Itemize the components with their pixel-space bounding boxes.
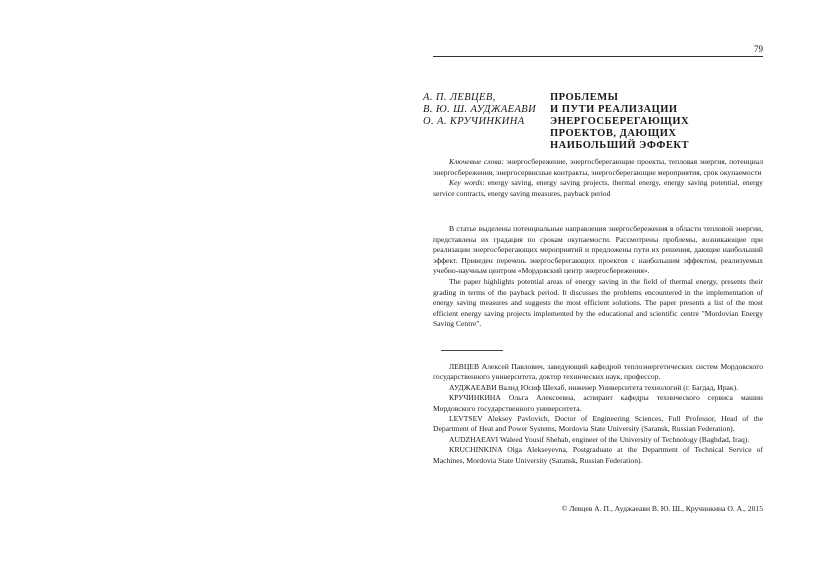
keywords-ru-label: Ключевые слова: bbox=[449, 157, 504, 166]
author-note: LEVTSEV Aleksey Pavlovich, Doctor of Engineering Sciences, Full Professor, Head of the Department of Heat and Power Systems, Mordovia State University (Saransk, Russian Federation). bbox=[433, 414, 763, 434]
author-name: В. Ю. Ш. АУДЖАЕАВИ bbox=[423, 104, 537, 115]
title-line: И ПУТИ РЕАЛИЗАЦИИ bbox=[550, 104, 678, 115]
author-list bbox=[423, 92, 536, 128]
keywords-en: Key words: energy saving, energy saving projects, thermal energy, energy saving potential, energy service contracts, energy saving measures, payback period bbox=[433, 178, 763, 198]
author-note: АУДЖАЕАВИ Валид Юсиф Шехаб, инженер Университета технологий (г. Багдад, Ирак). bbox=[449, 382, 739, 392]
title-line: ПРОБЛЕМЫ bbox=[550, 92, 619, 103]
title-line: НАИБОЛЬШИЙ ЭФФЕКТ bbox=[550, 140, 690, 151]
page-number: 79 bbox=[754, 44, 763, 54]
author-name: А. П. ЛЕВЦЕВ, bbox=[423, 92, 496, 103]
author-note: КРУЧИНКИНА Ольга Алексеевна, аспирант кафедры технического сервиса машин Мордовского государственного университета. bbox=[433, 393, 763, 413]
copyright-line: © Левцев А. П., Ауджаеави В. Ю. Ш., Кручинкина О. А., 2015 bbox=[561, 504, 763, 513]
author-notes bbox=[433, 362, 763, 466]
header-rule bbox=[433, 56, 763, 57]
author-note: AUDZHAEAVI Waleed Yousif Shehab, engineer of the University of Technology (Baghdad, Iraq). bbox=[449, 434, 750, 444]
title-line: ЭНЕРГОСБЕРЕГАЮЩИХ bbox=[550, 116, 690, 127]
abstract-en: The paper highlights potential areas of energy saving in the field of thermal energy, presents their grading in terms of the payback period. It discusses the problems encountered in the implementation of energy saving measures and suggests the most efficient solutions. The paper presents a list of the most efficient energy saving projects implemented by the educational and scientific centre "Mordovian Energy Saving Centre". bbox=[433, 276, 763, 329]
title-line: ПРОЕКТОВ, ДАЮЩИХ bbox=[550, 128, 677, 139]
keywords-block bbox=[433, 157, 763, 199]
author-note: ЛЕВЦЕВ Алексей Павлович, заведующий кафедрой теплоэнергетических систем Мордовского государственного университета, доктор технических наук, профессор. bbox=[433, 362, 763, 382]
abstract-block bbox=[433, 224, 763, 330]
abstract-ru: В статье выделены потенциальные направления энергосбережения в области тепловой энергии, представлена их градация по срокам окупаемости. Рассмотрены проблемы, возникающие при реализации энергосберегающих мероприятий и предложены пути их решения, дающие наибольший эффект. Приведен перечень энергосберегающих проектов с наибольшим эффектом, реализуемых учебно-научным центром «Мордовский центр энергосбережения». bbox=[433, 224, 763, 276]
article-header bbox=[423, 92, 763, 152]
keywords-ru: Ключевые слова: энергосбережение, энергосберегающие проекты, тепловая энергия, потенциал энергосбережения, энергосервисные контракты, энергосберегающие мероприятия, срок окупаемости bbox=[433, 157, 763, 177]
author-note: KRUCHINKINA Olga Alekseyevna, Postgraduate at the Department of Technical Service of Machines, Mordovia State University (Saransk, Russian Federation). bbox=[433, 445, 763, 465]
author-name: О. А. КРУЧИНКИНА bbox=[423, 116, 525, 127]
keywords-en-label: Key words bbox=[449, 178, 483, 188]
footnote-rule bbox=[441, 350, 503, 351]
article-title bbox=[550, 92, 689, 152]
